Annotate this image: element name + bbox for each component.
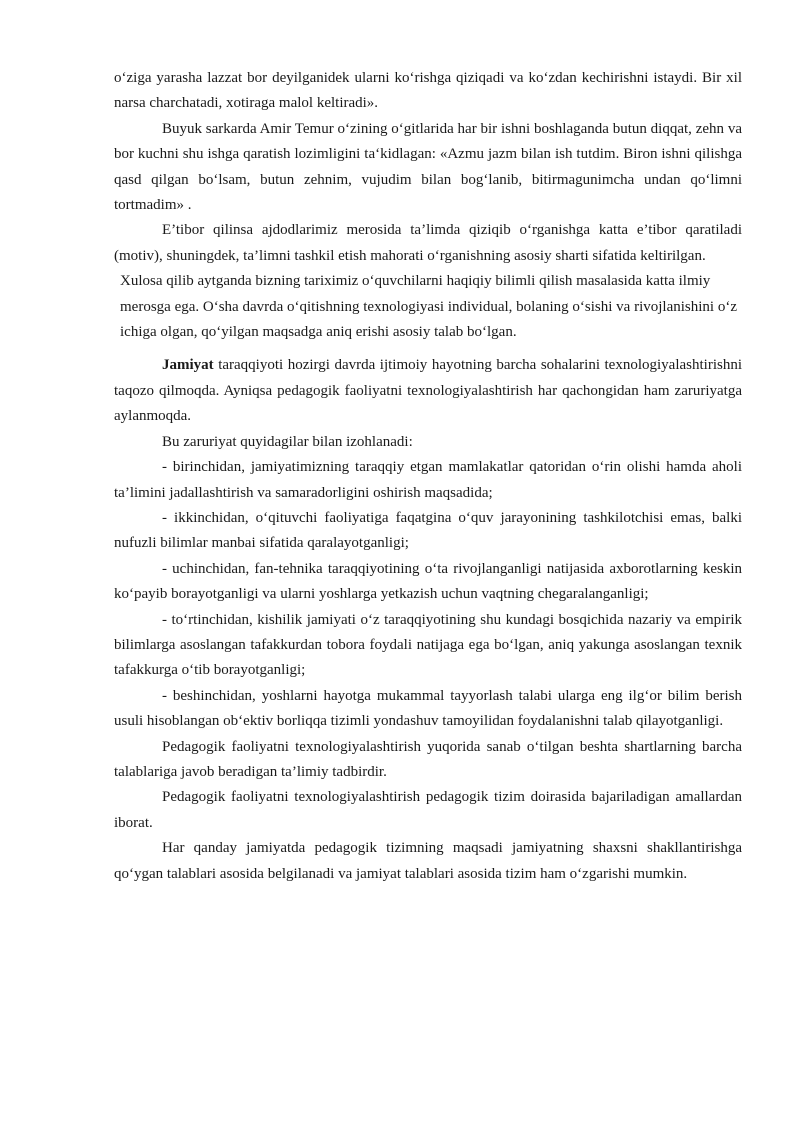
list-item-ikkinchidan: - ikkinchidan, oʻqituvchi faoliyatiga faqatgina oʻquv jarayonining tashkilotchisi emas, balki nufuzli bilimlar manbai sifatida qaralayotganligi; [114, 509, 742, 552]
paragraph-zaruriyat: Bu zaruriyat quyidagilar bilan izohlanadi: [162, 433, 413, 450]
paragraph-texnologiyalashtirish-1: Pedagogik faoliyatni texnologiyalashtirish yuqorida sanab oʻtilgan beshta shartlarning barcha talablariga javob beradigan ta’limiy tadbirdir. [114, 738, 742, 780]
list-item-tortinchidan: - toʻrtinchidan, kishilik jamiyati oʻz taraqqiyotining shu kundagi bosqichida nazariy va empirik bilimlarga asoslangan tafakkurdan tobora foydali natijaga ega boʻlgan, aniq yakunga asoslangan texnik tafakkurga oʻtib borayotganligi; [114, 611, 742, 679]
paragraph-amir-temur: Buyuk sarkarda Amir Temur oʻzining oʻgitlarida har bir ishni boshlaganda butun diqqat, zehn va bor kuchni shu ishga qaratish lozimligini taʻkidlagan: «Azmu jazm bilan ish tutdim. Biron ishni qilishga qasd qilgan boʻlsam, butun zehnim, vujudim bilan bogʻlanib, bitirmagunimcha undan qoʻlimni tortmadim» . [114, 120, 742, 214]
paragraph-jamiyat-text: taraqqiyoti hozirgi davrda ijtimoiy hayotning barcha sohalarini texnologiyalashtirishni taqozo qilmoqda. Ayniqsa pedagogik faoliyatni texnologiyalashtirish har qachongidan ham zaruriyatga aylanmoqda. [114, 357, 742, 425]
list-item-birinchidan: - birinchidan, jamiyatimizning taraqqiy etgan mamlakatlar qatoridan oʻrin olishi hamda aholi ta’limini jadallashtirish va samaradorligini oshirish maqsadida; [114, 459, 742, 501]
paragraph-continuation: oʻziga yarasha lazzat bor deyilganidek ularni koʻrishga qiziqadi va koʻzdan kechirishni istaydi. Bir xil narsa charchatadi, xotiraga malol keltiradi». [114, 70, 742, 112]
paragraph-pedagogik-tizim: Har qanday jamiyatda pedagogik tizimning maqsadi jamiyatning shaxsni shakllantirishga qoʻygan talablari asosida belgilanadi va jamiyat talablari asosida tizim ham oʻzgarishi mumkin. [114, 840, 742, 882]
document-body [114, 66, 742, 887]
paragraph-texnologiyalashtirish-2: Pedagogik faoliyatni texnologiyalashtirish pedagogik tizim doirasida bajariladigan amallardan iborat. [114, 789, 742, 831]
paragraph-ajdodlar-merosi: E’tibor qilinsa ajdodlarimiz merosida ta’limda qiziqib oʻrganishga katta e’tibor qaratiladi (motiv), shuningdek, ta’limni tashkil etish mahorati oʻrganishning asosiy sharti sifatida keltirilgan. [114, 222, 742, 264]
paragraph-xulosa: Xulosa qilib aytganda bizning tariximiz oʻquvchilarni haqiqiy bilimli qilish masalasida katta ilmiy merosga ega. Oʻsha davrda oʻqitishning texnologiyasi individual, bolaning oʻsishi va rivojlanishini oʻz ichiga olgan, qoʻyilgan maqsadga aniq erishi asosiy talab boʻlgan. [120, 273, 737, 341]
list-item-beshinchidan: - beshinchidan, yoshlarni hayotga mukammal tayyorlash talabi ularga eng ilgʻor bilim berish usuli hisoblangan obʻektiv borliqqa tizimli yondashuv tamoyilidan foydalanishni talab qilayotganligi. [114, 687, 742, 730]
list-item-uchinchidan: - uchinchidan, fan-tehnika taraqqiyotining oʻta rivojlanganligi natijasida axborotlarning keskin koʻpayib borayotganligi va ularni yoshlarga yetkazish uchun vaqtning chegaralanganligi; [114, 560, 742, 603]
bold-term-jamiyat: Jamiyat [162, 357, 214, 374]
paragraph-jamiyat [114, 353, 742, 429]
